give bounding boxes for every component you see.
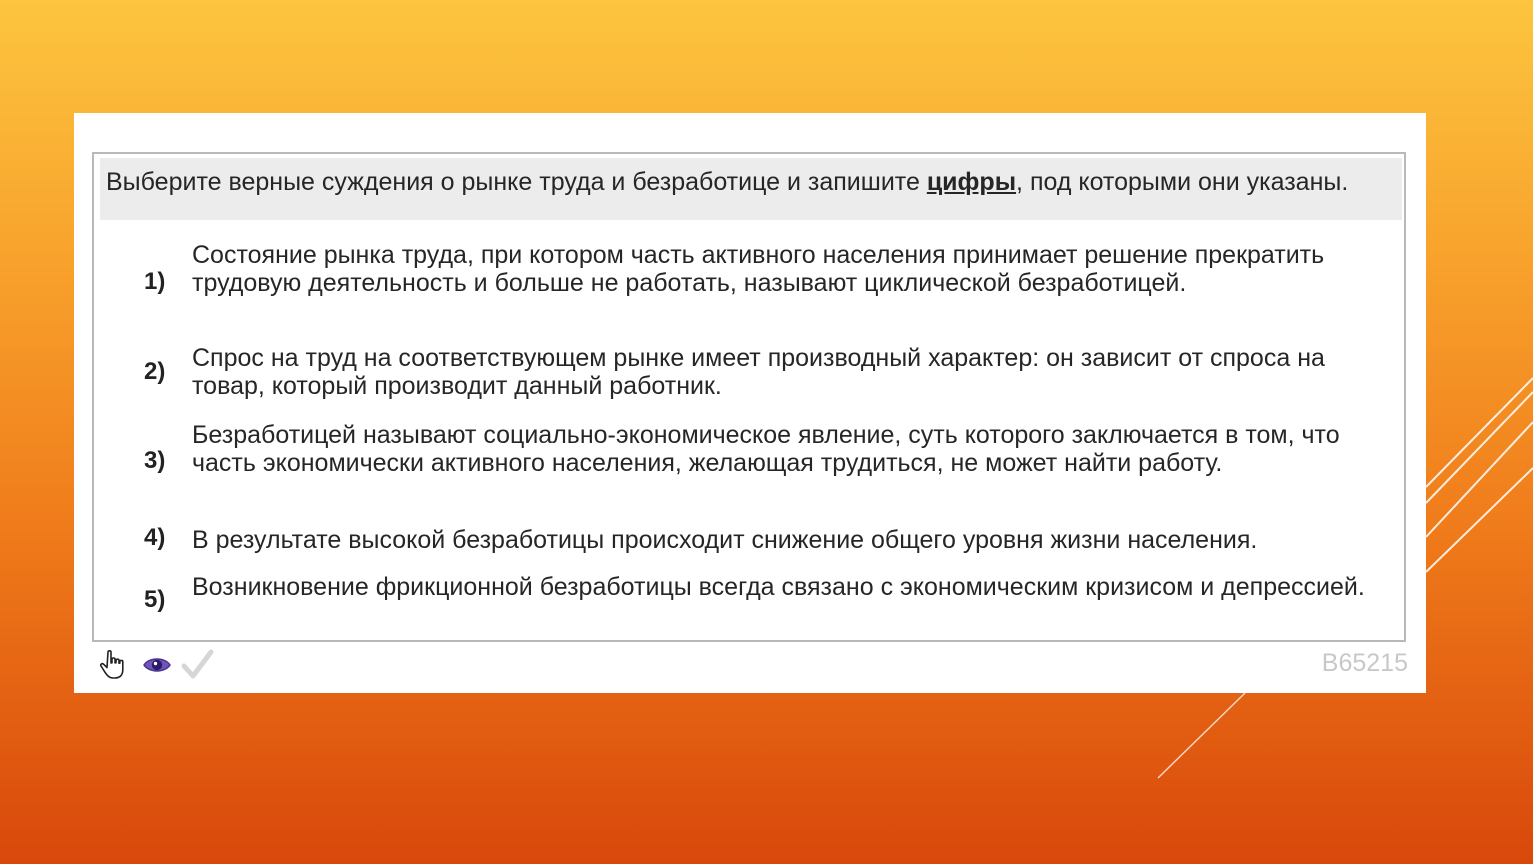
question-text-before: Выберите верные суждения о рынке труда и безработице и запишите xyxy=(106,168,927,196)
task-card xyxy=(74,113,1426,693)
list-item xyxy=(94,524,1404,554)
item-text: Безработицей называют социально-экономическое явление, суть которого заключается в том, что часть экономически активного населения, желающая трудиться, не может найти работу. xyxy=(192,421,1340,477)
task-code: B65215 xyxy=(1321,649,1408,677)
list-item xyxy=(94,345,1404,401)
item-number: 4) xyxy=(144,524,166,551)
item-number: 5) xyxy=(144,586,166,613)
item-text: В результате высокой безработицы происходит снижение общего уровня жизни населения. xyxy=(192,526,1258,554)
question-text xyxy=(100,158,1402,220)
question-text-emphasis: цифры xyxy=(926,168,1017,196)
hand-pointer-icon[interactable] xyxy=(96,648,130,682)
item-number: 1) xyxy=(144,268,166,295)
item-text: Состояние рынка труда, при котором часть активного населения принимает решение прекратить трудовую деятельность и больше не работать, называют циклической безработицей. xyxy=(192,241,1325,297)
task-frame xyxy=(92,152,1406,642)
eye-icon[interactable] xyxy=(140,648,174,682)
item-text: Возникновение фрикционной безработицы всегда связано с экономическим кризисом и депрессией. xyxy=(192,573,1365,601)
list-item xyxy=(94,422,1404,506)
item-number: 2) xyxy=(144,358,166,385)
item-number: 3) xyxy=(144,447,166,474)
item-text: Спрос на труд на соответствующем рынке имеет производный характер: он зависит от спроса на товар, который производит данный работник. xyxy=(192,344,1325,400)
checkmark-icon[interactable] xyxy=(180,648,214,682)
question-text-after: , под которыми они указаны. xyxy=(1016,168,1349,196)
list-item xyxy=(94,242,1404,326)
list-item xyxy=(94,574,1404,630)
